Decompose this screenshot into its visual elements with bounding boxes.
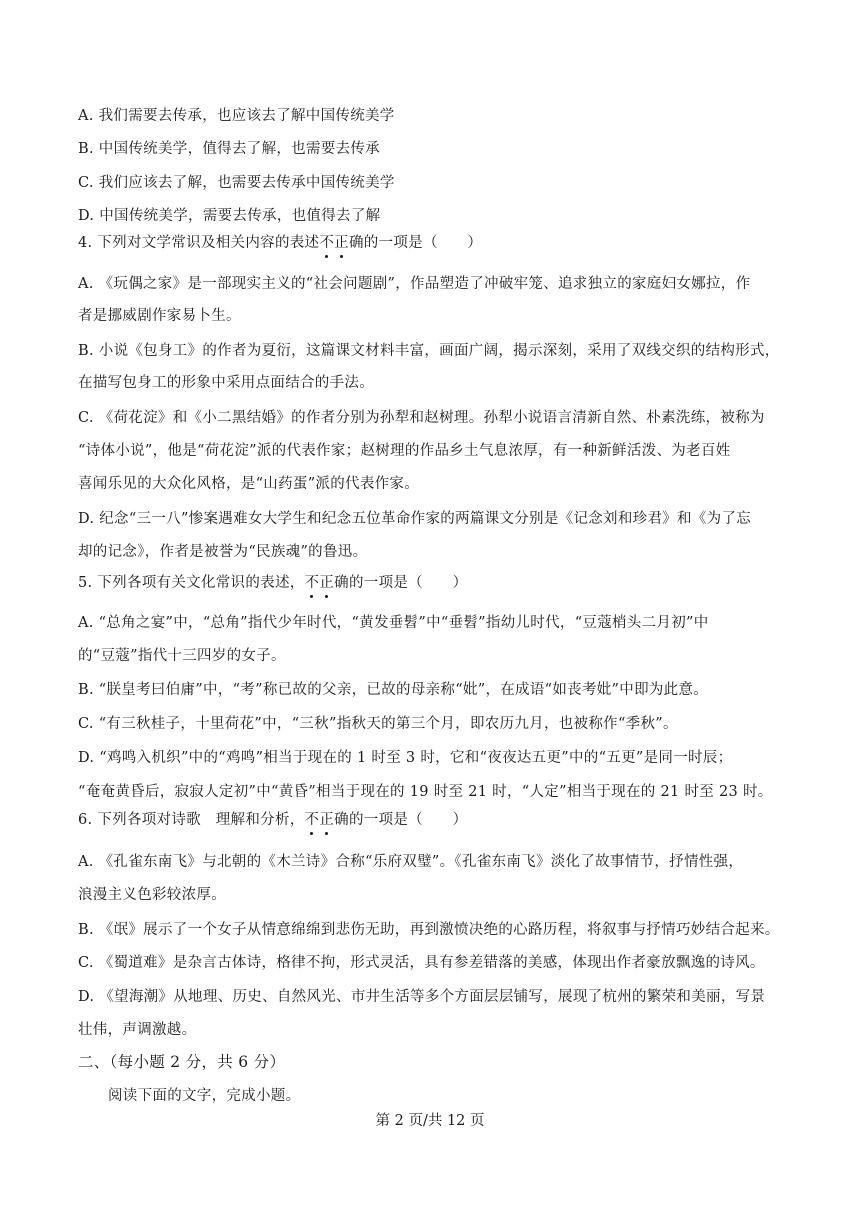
q3-option-a: A. 我们需要去传承，也应该去了解中国传统美学 (78, 108, 395, 124)
q4-line: 喜闻乐见的大众化风格，是“山药蛋”派的代表作家。 (78, 476, 420, 492)
section-heading: 二、（每小题 2 分，共 6 分） (78, 1053, 286, 1071)
emphasis-mark: 不 (319, 235, 335, 251)
q6-line: D. 《望海潮》从地理、历史、自然风光、市井生活等多个方面层层铺写，展现了杭州的繁荣和美丽，写景 (78, 989, 766, 1005)
q5-line: C. “有三秋桂子，十里荷花”中，“三秋”指秋天的第三个月，即农历九月，也被称作“季秋”。 (78, 716, 678, 732)
q5-line: D. “鸡鸣入机织”中的“鸡鸣”相当于现在的 1 时至 3 时，它和“夜夜达五更”中的“五更”是同一时辰； (78, 750, 733, 766)
emphasis-mark: 正 (319, 575, 335, 591)
q4-line: 在描写包身工的形象中采用点面结合的手法。 (78, 375, 374, 391)
q4-line: B. 小说《包身工》的作者为夏衍，这篇课文材料丰富，画面广阔，揭示深刻，采用了双线交织的结构形式， (78, 343, 780, 359)
emphasis-mark: 不 (304, 812, 320, 828)
q4-line: 却的记念》，作者是被誉为“民族魂”的鲁迅。 (78, 544, 368, 560)
q5-line: B. “朕皇考曰伯庸”中，“考”称已故的父亲，已故的母亲称“妣”，在成语“如丧考妣”中即为此意。 (78, 682, 709, 698)
q6-line: 浪漫主义色彩较浓厚。 (78, 887, 226, 903)
q3-option-d: D. 中国传统美学，需要去传承，也值得去了解 (78, 208, 381, 224)
q6-line: C. 《蜀道难》是杂言古体诗，格律不拘，形式灵活，具有参差错落的美感，体现出作者豪放飘逸的诗风。 (78, 955, 765, 971)
q5-line: “奄奄黄昏后，寂寂人定初”中“黄昏”相当于现在的 19 时至 21 时，“人定”相当于现在的 21 时至 23 时。 (78, 784, 773, 800)
q6-line: 壮伟，声调激越。 (78, 1022, 197, 1038)
q5-line: 的“豆蔻”指代十三四岁的女子。 (78, 648, 286, 664)
q4-line: C. 《荷花淀》和《小二黑结婚》的作者分别为孙犁和赵树理。孙犁小说语言清新自然、朴素洗练，被称为 (78, 410, 765, 426)
emphasis-mark: 不 (304, 575, 320, 591)
q4-stem: 4. 下列对文学常识及相关内容的表述不正确的一项是（ ） (78, 235, 483, 251)
q6-stem: 6. 下列各项对诗歌 理解和分析，不正确的一项是（ ） (78, 812, 468, 828)
q6-line: B. 《氓》展示了一个女子从情意绵绵到悲伤无助，再到激愤决绝的心路历程，将叙事与抒情巧妙结合起来。 (78, 922, 780, 938)
q3-option-b: B. 中国传统美学，值得去了解，也需要去传承 (78, 141, 380, 157)
emphasis-mark: 正 (319, 812, 335, 828)
q4-line: A. 《玩偶之家》是一部现实主义的“社会问题剧”，作品塑造了冲破牢笼、追求独立的家庭妇女娜拉，作 (78, 276, 751, 292)
q5-stem: 5. 下列各项有关文化常识的表述，不正确的一项是（ ） (78, 575, 468, 591)
page-footer: 第 2 页/共 12 页 (375, 1113, 485, 1129)
section-instruction: 阅读下面的文字，完成小题。 (108, 1088, 301, 1104)
q4-line: D. 纪念“三一八”惨案遇难女大学生和纪念五位革命作家的两篇课文分别是《记念刘和珍君》和《为了忘 (78, 511, 752, 527)
emphasis-mark: 正 (334, 235, 349, 251)
q4-line: 者是挪威剧作家易卜生。 (78, 308, 241, 324)
q6-line: A. 《孔雀东南飞》与北朝的《木兰诗》合称“乐府双璧”。《孔雀东南飞》淡化了故事情节，抒情性强， (78, 854, 744, 870)
q4-line: “诗体小说”，他是“荷花淀”派的代表作家；赵树理的作品乡土气息浓厚，有一种新鲜活泼、为老百姓 (78, 443, 731, 459)
q3-option-c: C. 我们应该去了解，也需要去传承中国传统美学 (78, 175, 395, 191)
q5-line: A. “总角之宴”中，“总角”指代少年时代，“黄发垂髫”中“垂髫”指幼儿时代，“豆蔻梢头二月初”中 (78, 615, 709, 631)
